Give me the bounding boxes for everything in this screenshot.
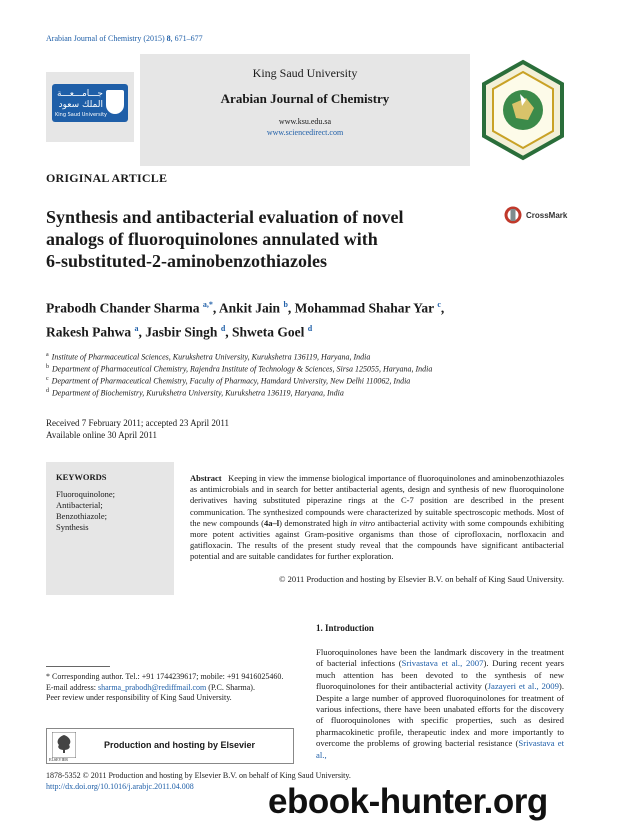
affiliation-mark: c <box>46 376 49 382</box>
elsevier-tree-icon <box>52 732 76 758</box>
elsevier-logo-label: ELSEVIER <box>49 757 68 762</box>
introduction-paragraph <box>316 647 564 761</box>
affiliation-item <box>46 364 432 374</box>
abstract-part: ) demonstrated high <box>279 517 351 528</box>
journal-name: Arabian Journal of Chemistry <box>220 91 390 106</box>
reference-link[interactable]: Srivastava et al., 2007 <box>401 658 484 669</box>
footnote-review: Peer review under responsibility of King Saud University. <box>46 693 232 702</box>
ksu-logo-english: King Saud University <box>55 112 107 118</box>
reference-link[interactable]: Srivastava et al., <box>316 738 564 760</box>
affiliation-item <box>46 388 344 398</box>
author-affiliation-mark[interactable]: d <box>220 323 226 333</box>
elsevier-production-text: Production and hosting by Elsevier <box>104 740 256 750</box>
keywords-title: KEYWORDS <box>56 472 107 482</box>
author-list <box>46 295 536 342</box>
abstract-part: Keeping in view the immense biological importance of fluoroquinolones and aminobenzothiazoles as antimicrobials and in search for better antibacterial agents, design and synthesis of new fluoroquinolone derivatives having substituted piperazine rings at the C-7 position are described in the present communication. The synthesized compounds were characterized by suitable spectroscopic methods. Most of the new compounds ( <box>190 473 564 528</box>
issn-line: 1878-5352 © 2011 Production and hosting by Elsevier B.V. on behalf of King Saud University. <box>46 771 351 780</box>
ksu-logo-arabic-line1: جـــامـــعـــة <box>56 89 103 99</box>
title-line: Synthesis and antibacterial evaluation of novel <box>46 207 404 227</box>
author-name: Mohammad Shahar Yar <box>294 300 434 316</box>
citation-volume: 8 <box>166 34 171 43</box>
affiliation-text: Department of Biochemistry, Kurukshetra University, Kurukshetra 136119, Haryana, India <box>52 388 344 398</box>
author-name: Rakesh Pahwa <box>46 324 132 339</box>
author-name: Ankit Jain <box>218 300 281 316</box>
affiliation-text: Department of Pharmaceutical Chemistry, Rajendra Institute of Technology & Sciences, Sirsa 125055, Haryana, India <box>52 364 433 374</box>
abstract-in-vitro: in vitro <box>350 517 376 528</box>
intro-text: ). Despite a large number of approved fluoroquinolones for treatment of various infections, there have been unabated efforts for the discovery of fluoroquinolones with specific properties, such as desired pharmacokinetic profile, therapeutic index and more importantly to overcome the problems of growing bacterial resistance ( <box>316 681 564 749</box>
crossmark-icon <box>504 206 522 224</box>
author-separator: , <box>287 300 295 316</box>
affiliation-text: Institute of Pharmaceutical Sciences, Kurukshetra University, Kurukshetra 136119, Haryana, India <box>51 352 371 362</box>
reference-link[interactable]: Jazayeri et al., 2009 <box>487 681 559 692</box>
ksu-logo <box>52 84 128 122</box>
saudi-chemical-society-logo <box>474 54 572 166</box>
footnote <box>46 672 298 704</box>
keyword-item: Fluoroquinolone; <box>56 489 116 499</box>
doi-link[interactable]: http://dx.doi.org/10.1016/j.arabjc.2011.04.008 <box>46 782 194 791</box>
citation-year: (2015) <box>143 34 165 43</box>
author-affiliation-mark[interactable]: c <box>437 300 441 309</box>
abstract-compounds: 4a–l <box>263 517 280 528</box>
title-line: analogs of fluoroquinolones annulated with <box>46 229 378 249</box>
citation-journal: Arabian Journal of Chemistry <box>46 34 142 43</box>
ksu-logo-arabic <box>57 89 103 111</box>
introduction-heading: 1. Introduction <box>316 623 374 633</box>
affiliation-mark: a <box>46 352 49 358</box>
keyword-item: Synthesis <box>56 522 89 532</box>
keyword-item: Antibacterial; <box>56 500 103 510</box>
affiliation-item <box>46 352 370 362</box>
intro-text: Fluoroquinolones have been the landmark discovery in the treatment of bacterial infections ( <box>316 647 564 669</box>
author-separator: , <box>138 324 146 339</box>
ksu-seal-icon <box>106 90 124 114</box>
abstract-text <box>190 473 564 563</box>
crossmark-badge[interactable] <box>504 206 567 224</box>
affiliation-item <box>46 376 410 386</box>
watermark: ebook-hunter.org <box>268 782 548 821</box>
affiliation-text: Department of Pharmaceutical Chemistry, Faculty of Pharmacy, Hamdard University, New Delhi 110062, India <box>51 376 411 386</box>
affiliation-mark: b <box>46 364 49 370</box>
author-affiliation-mark[interactable]: a <box>134 323 139 333</box>
article-title <box>46 206 486 272</box>
author-separator: , <box>440 300 445 316</box>
abstract-part: antibacterial activity with some compounds exhibiting more potent activities against Gram-positive organisms than those of ciprofloxacin, norfloxacin and gatifloxacin. The results of the present study reveal that the compounds have significant antibacterial potential and are suitable candidates for further exploration. <box>190 517 564 562</box>
footnote-rule <box>46 666 110 667</box>
author-affiliation-mark[interactable]: b <box>283 300 288 309</box>
society-hexagon-icon <box>474 54 572 166</box>
author-name: Shweta Goel <box>232 324 305 339</box>
author-separator: , <box>212 300 219 316</box>
intro-text: ). During recent years much attention has been devoted to the synthesis of new fluoroquinolones for their antibacterial activity ( <box>316 658 565 692</box>
university-name: King Saud University <box>252 66 358 80</box>
abstract-label: Abstract <box>190 473 222 483</box>
author-name: Jasbir Singh <box>145 324 218 339</box>
author-separator: , <box>225 324 233 339</box>
footnote-email-line <box>46 683 298 694</box>
crossmark-label: CrossMark <box>526 210 568 220</box>
footnote-email-after: (P.C. Sharma). <box>206 682 255 692</box>
footnote-email-link[interactable]: sharma_prabodh@rediffmail.com <box>97 682 207 692</box>
section-label: ORIGINAL ARTICLE <box>46 171 168 185</box>
author-affiliation-mark[interactable]: d <box>307 323 313 333</box>
citation-line[interactable] <box>46 34 203 43</box>
sciencedirect-url[interactable]: www.sciencedirect.com <box>266 128 344 137</box>
footnote-corresponding: * Corresponding author. Tel.: +91 1744239617; mobile: +91 9416025460. <box>46 672 284 681</box>
title-line: 6-substituted-2-aminobenzothiazoles <box>46 251 328 271</box>
author-name: Prabodh Chander Sharma <box>46 300 200 316</box>
received-date: Received 7 February 2011; accepted 23 April 2011 <box>46 418 230 428</box>
online-date: Available online 30 April 2011 <box>46 430 157 440</box>
abstract-copyright: © 2011 Production and hosting by Elsevier B.V. on behalf of King Saud University. <box>279 574 564 584</box>
university-url[interactable]: www.ksu.edu.sa <box>278 117 332 126</box>
author-affiliation-mark[interactable]: a,* <box>202 300 213 309</box>
footnote-email-label: E-mail address: <box>46 682 98 692</box>
footnote-corresponding-text: Corresponding author. Tel.: +91 1744239617; mobile: +91 9416025460. <box>52 672 284 681</box>
ksu-logo-arabic-line2: الملك سعود <box>58 100 103 110</box>
keyword-item: Benzothiazole; <box>56 511 107 521</box>
citation-pages: , 671–677 <box>170 34 203 43</box>
affiliation-mark: d <box>46 388 49 394</box>
